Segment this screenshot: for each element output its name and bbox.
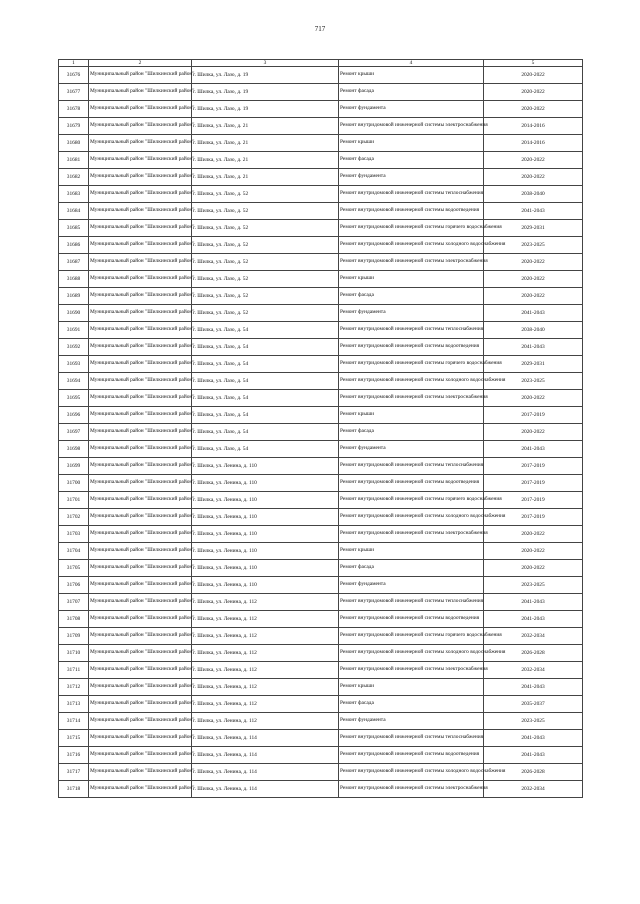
period-cell: 2041-2043 bbox=[484, 611, 583, 628]
column-header: 4 bbox=[339, 60, 484, 67]
address-cell: г. Шилка, ул. Лазо, д. 52 bbox=[192, 220, 339, 237]
row-number: 31691 bbox=[59, 322, 89, 339]
district-cell: Муниципальный район "Шилкинский район" bbox=[89, 356, 192, 373]
table-row bbox=[59, 509, 583, 526]
row-number: 31711 bbox=[59, 662, 89, 679]
table-row bbox=[59, 662, 583, 679]
table-row bbox=[59, 135, 583, 152]
table-header-row bbox=[59, 60, 583, 67]
work-type-cell: Ремонт крыши bbox=[339, 67, 484, 84]
period-cell: 2020-2022 bbox=[484, 271, 583, 288]
work-type-cell: Ремонт внутридомовой инженерной системы водоотведения bbox=[339, 339, 484, 356]
work-type-cell: Ремонт внутридомовой инженерной системы холодного водоснабжения bbox=[339, 237, 484, 254]
table-row bbox=[59, 288, 583, 305]
work-type-cell: Ремонт внутридомовой инженерной системы электроснабжения bbox=[339, 662, 484, 679]
period-cell: 2041-2043 bbox=[484, 339, 583, 356]
column-header: 1 bbox=[59, 60, 89, 67]
row-number: 31676 bbox=[59, 67, 89, 84]
repair-schedule-table bbox=[58, 59, 583, 798]
row-number: 31703 bbox=[59, 526, 89, 543]
period-cell: 2020-2022 bbox=[484, 424, 583, 441]
row-number: 31702 bbox=[59, 509, 89, 526]
table-row bbox=[59, 390, 583, 407]
table-row bbox=[59, 169, 583, 186]
period-cell: 2014-2016 bbox=[484, 118, 583, 135]
address-cell: г. Шилка, ул. Лазо, д. 52 bbox=[192, 186, 339, 203]
row-number: 31713 bbox=[59, 696, 89, 713]
district-cell: Муниципальный район "Шилкинский район" bbox=[89, 67, 192, 84]
work-type-cell: Ремонт внутридомовой инженерной системы горячего водоснабжения bbox=[339, 492, 484, 509]
address-cell: г. Шилка, ул. Ленина, д. 110 bbox=[192, 543, 339, 560]
work-type-cell: Ремонт внутридомовой инженерной системы водоотведения bbox=[339, 203, 484, 220]
work-type-cell: Ремонт внутридомовой инженерной системы теплоснабжения bbox=[339, 458, 484, 475]
address-cell: г. Шилка, ул. Ленина, д. 112 bbox=[192, 679, 339, 696]
table-row bbox=[59, 203, 583, 220]
table-row bbox=[59, 645, 583, 662]
period-cell: 2041-2043 bbox=[484, 747, 583, 764]
period-cell: 2020-2022 bbox=[484, 254, 583, 271]
row-number: 31709 bbox=[59, 628, 89, 645]
row-number: 31704 bbox=[59, 543, 89, 560]
work-type-cell: Ремонт внутридомовой инженерной системы теплоснабжения bbox=[339, 186, 484, 203]
address-cell: г. Шилка, ул. Лазо, д. 19 bbox=[192, 84, 339, 101]
address-cell: г. Шилка, ул. Ленина, д. 112 bbox=[192, 628, 339, 645]
row-number: 31682 bbox=[59, 169, 89, 186]
work-type-cell: Ремонт фасада bbox=[339, 560, 484, 577]
address-cell: г. Шилка, ул. Ленина, д. 112 bbox=[192, 696, 339, 713]
table-row bbox=[59, 373, 583, 390]
district-cell: Муниципальный район "Шилкинский район" bbox=[89, 101, 192, 118]
district-cell: Муниципальный район "Шилкинский район" bbox=[89, 203, 192, 220]
address-cell: г. Шилка, ул. Лазо, д. 21 bbox=[192, 135, 339, 152]
district-cell: Муниципальный район "Шилкинский район" bbox=[89, 373, 192, 390]
table-row bbox=[59, 271, 583, 288]
table-row bbox=[59, 713, 583, 730]
work-type-cell: Ремонт фасада bbox=[339, 288, 484, 305]
district-cell: Муниципальный район "Шилкинский район" bbox=[89, 475, 192, 492]
district-cell: Муниципальный район "Шилкинский район" bbox=[89, 339, 192, 356]
table-row bbox=[59, 237, 583, 254]
address-cell: г. Шилка, ул. Ленина, д. 110 bbox=[192, 475, 339, 492]
page-number: 717 bbox=[314, 25, 326, 33]
address-cell: г. Шилка, ул. Ленина, д. 112 bbox=[192, 713, 339, 730]
period-cell: 2017-2019 bbox=[484, 458, 583, 475]
address-cell: г. Шилка, ул. Лазо, д. 54 bbox=[192, 322, 339, 339]
period-cell: 2020-2022 bbox=[484, 101, 583, 118]
address-cell: г. Шилка, ул. Лазо, д. 21 bbox=[192, 169, 339, 186]
address-cell: г. Шилка, ул. Лазо, д. 54 bbox=[192, 339, 339, 356]
row-number: 31692 bbox=[59, 339, 89, 356]
period-cell: 2023-2025 bbox=[484, 713, 583, 730]
period-cell: 2041-2043 bbox=[484, 305, 583, 322]
row-number: 31697 bbox=[59, 424, 89, 441]
work-type-cell: Ремонт внутридомовой инженерной системы электроснабжения bbox=[339, 254, 484, 271]
table-row bbox=[59, 339, 583, 356]
period-cell: 2038-2040 bbox=[484, 186, 583, 203]
period-cell: 2029-2031 bbox=[484, 220, 583, 237]
row-number: 31708 bbox=[59, 611, 89, 628]
table-row bbox=[59, 118, 583, 135]
work-type-cell: Ремонт фасада bbox=[339, 424, 484, 441]
period-cell: 2020-2022 bbox=[484, 152, 583, 169]
table-row bbox=[59, 628, 583, 645]
address-cell: г. Шилка, ул. Лазо, д. 54 bbox=[192, 424, 339, 441]
period-cell: 2041-2043 bbox=[484, 203, 583, 220]
district-cell: Муниципальный район "Шилкинский район" bbox=[89, 526, 192, 543]
work-type-cell: Ремонт фундамента bbox=[339, 713, 484, 730]
address-cell: г. Шилка, ул. Ленина, д. 114 bbox=[192, 764, 339, 781]
table-row bbox=[59, 305, 583, 322]
row-number: 31694 bbox=[59, 373, 89, 390]
period-cell: 2020-2022 bbox=[484, 169, 583, 186]
row-number: 31678 bbox=[59, 101, 89, 118]
table-row bbox=[59, 220, 583, 237]
district-cell: Муниципальный район "Шилкинский район" bbox=[89, 390, 192, 407]
row-number: 31681 bbox=[59, 152, 89, 169]
row-number: 31715 bbox=[59, 730, 89, 747]
table-row bbox=[59, 475, 583, 492]
district-cell: Муниципальный район "Шилкинский район" bbox=[89, 220, 192, 237]
address-cell: г. Шилка, ул. Лазо, д. 54 bbox=[192, 373, 339, 390]
table-row bbox=[59, 594, 583, 611]
period-cell: 2029-2031 bbox=[484, 356, 583, 373]
district-cell: Муниципальный район "Шилкинский район" bbox=[89, 696, 192, 713]
table-row bbox=[59, 543, 583, 560]
table-row bbox=[59, 424, 583, 441]
period-cell: 2041-2043 bbox=[484, 594, 583, 611]
table-row bbox=[59, 152, 583, 169]
work-type-cell: Ремонт фундамента bbox=[339, 101, 484, 118]
period-cell: 2041-2043 bbox=[484, 730, 583, 747]
row-number: 31699 bbox=[59, 458, 89, 475]
district-cell: Муниципальный район "Шилкинский район" bbox=[89, 458, 192, 475]
address-cell: г. Шилка, ул. Лазо, д. 54 bbox=[192, 407, 339, 424]
row-number: 31683 bbox=[59, 186, 89, 203]
period-cell: 2014-2016 bbox=[484, 135, 583, 152]
work-type-cell: Ремонт внутридомовой инженерной системы водоотведения bbox=[339, 611, 484, 628]
period-cell: 2020-2022 bbox=[484, 67, 583, 84]
address-cell: г. Шилка, ул. Лазо, д. 52 bbox=[192, 288, 339, 305]
district-cell: Муниципальный район "Шилкинский район" bbox=[89, 594, 192, 611]
address-cell: г. Шилка, ул. Лазо, д. 52 bbox=[192, 254, 339, 271]
work-type-cell: Ремонт внутридомовой инженерной системы теплоснабжения bbox=[339, 730, 484, 747]
address-cell: г. Шилка, ул. Ленина, д. 112 bbox=[192, 611, 339, 628]
address-cell: г. Шилка, ул. Лазо, д. 19 bbox=[192, 101, 339, 118]
district-cell: Муниципальный район "Шилкинский район" bbox=[89, 764, 192, 781]
district-cell: Муниципальный район "Шилкинский район" bbox=[89, 577, 192, 594]
row-number: 31686 bbox=[59, 237, 89, 254]
work-type-cell: Ремонт внутридомовой инженерной системы электроснабжения bbox=[339, 526, 484, 543]
table-row bbox=[59, 679, 583, 696]
table-row bbox=[59, 322, 583, 339]
work-type-cell: Ремонт фундамента bbox=[339, 577, 484, 594]
district-cell: Муниципальный район "Шилкинский район" bbox=[89, 169, 192, 186]
table-row bbox=[59, 747, 583, 764]
address-cell: г. Шилка, ул. Лазо, д. 21 bbox=[192, 152, 339, 169]
address-cell: г. Шилка, ул. Лазо, д. 21 bbox=[192, 118, 339, 135]
work-type-cell: Ремонт крыши bbox=[339, 135, 484, 152]
table-row bbox=[59, 730, 583, 747]
work-type-cell: Ремонт внутридомовой инженерной системы электроснабжения bbox=[339, 390, 484, 407]
row-number: 31718 bbox=[59, 781, 89, 798]
district-cell: Муниципальный район "Шилкинский район" bbox=[89, 84, 192, 101]
work-type-cell: Ремонт фундамента bbox=[339, 305, 484, 322]
district-cell: Муниципальный район "Шилкинский район" bbox=[89, 441, 192, 458]
address-cell: г. Шилка, ул. Ленина, д. 114 bbox=[192, 747, 339, 764]
district-cell: Муниципальный район "Шилкинский район" bbox=[89, 322, 192, 339]
period-cell: 2026-2028 bbox=[484, 645, 583, 662]
work-type-cell: Ремонт внутридомовой инженерной системы горячего водоснабжения bbox=[339, 628, 484, 645]
row-number: 31710 bbox=[59, 645, 89, 662]
address-cell: г. Шилка, ул. Ленина, д. 112 bbox=[192, 662, 339, 679]
district-cell: Муниципальный район "Шилкинский район" bbox=[89, 407, 192, 424]
work-type-cell: Ремонт внутридомовой инженерной системы электроснабжения bbox=[339, 118, 484, 135]
period-cell: 2041-2043 bbox=[484, 679, 583, 696]
period-cell: 2020-2022 bbox=[484, 84, 583, 101]
address-cell: г. Шилка, ул. Ленина, д. 112 bbox=[192, 594, 339, 611]
row-number: 31695 bbox=[59, 390, 89, 407]
row-number: 31696 bbox=[59, 407, 89, 424]
table-row bbox=[59, 781, 583, 798]
work-type-cell: Ремонт внутридомовой инженерной системы горячего водоснабжения bbox=[339, 220, 484, 237]
work-type-cell: Ремонт фундамента bbox=[339, 441, 484, 458]
row-number: 31717 bbox=[59, 764, 89, 781]
work-type-cell: Ремонт фасада bbox=[339, 696, 484, 713]
address-cell: г. Шилка, ул. Ленина, д. 110 bbox=[192, 509, 339, 526]
period-cell: 2020-2022 bbox=[484, 526, 583, 543]
period-cell: 2020-2022 bbox=[484, 560, 583, 577]
work-type-cell: Ремонт внутридомовой инженерной системы горячего водоснабжения bbox=[339, 356, 484, 373]
row-number: 31687 bbox=[59, 254, 89, 271]
address-cell: г. Шилка, ул. Лазо, д. 54 bbox=[192, 390, 339, 407]
period-cell: 2032-2034 bbox=[484, 662, 583, 679]
period-cell: 2041-2043 bbox=[484, 441, 583, 458]
row-number: 31677 bbox=[59, 84, 89, 101]
address-cell: г. Шилка, ул. Ленина, д. 110 bbox=[192, 577, 339, 594]
period-cell: 2017-2019 bbox=[484, 509, 583, 526]
district-cell: Муниципальный район "Шилкинский район" bbox=[89, 152, 192, 169]
row-number: 31693 bbox=[59, 356, 89, 373]
district-cell: Муниципальный район "Шилкинский район" bbox=[89, 271, 192, 288]
row-number: 31679 bbox=[59, 118, 89, 135]
table-row bbox=[59, 696, 583, 713]
address-cell: г. Шилка, ул. Ленина, д. 110 bbox=[192, 526, 339, 543]
table-row bbox=[59, 101, 583, 118]
table-row bbox=[59, 84, 583, 101]
address-cell: г. Шилка, ул. Ленина, д. 110 bbox=[192, 458, 339, 475]
district-cell: Муниципальный район "Шилкинский район" bbox=[89, 781, 192, 798]
table-row bbox=[59, 186, 583, 203]
row-number: 31714 bbox=[59, 713, 89, 730]
table-row bbox=[59, 611, 583, 628]
table-row bbox=[59, 577, 583, 594]
period-cell: 2035-2037 bbox=[484, 696, 583, 713]
period-cell: 2023-2025 bbox=[484, 577, 583, 594]
table-row bbox=[59, 356, 583, 373]
column-header: 2 bbox=[89, 60, 192, 67]
period-cell: 2017-2019 bbox=[484, 475, 583, 492]
district-cell: Муниципальный район "Шилкинский район" bbox=[89, 611, 192, 628]
district-cell: Муниципальный район "Шилкинский район" bbox=[89, 135, 192, 152]
address-cell: г. Шилка, ул. Лазо, д. 52 bbox=[192, 305, 339, 322]
row-number: 31685 bbox=[59, 220, 89, 237]
row-number: 31706 bbox=[59, 577, 89, 594]
row-number: 31680 bbox=[59, 135, 89, 152]
table-row bbox=[59, 441, 583, 458]
work-type-cell: Ремонт крыши bbox=[339, 543, 484, 560]
period-cell: 2020-2022 bbox=[484, 288, 583, 305]
row-number: 31690 bbox=[59, 305, 89, 322]
table-row bbox=[59, 764, 583, 781]
district-cell: Муниципальный район "Шилкинский район" bbox=[89, 628, 192, 645]
district-cell: Муниципальный район "Шилкинский район" bbox=[89, 662, 192, 679]
table-row bbox=[59, 492, 583, 509]
period-cell: 2023-2025 bbox=[484, 237, 583, 254]
period-cell: 2026-2028 bbox=[484, 764, 583, 781]
row-number: 31705 bbox=[59, 560, 89, 577]
address-cell: г. Шилка, ул. Лазо, д. 54 bbox=[192, 356, 339, 373]
work-type-cell: Ремонт внутридомовой инженерной системы водоотведения bbox=[339, 475, 484, 492]
period-cell: 2038-2040 bbox=[484, 322, 583, 339]
period-cell: 2020-2022 bbox=[484, 543, 583, 560]
period-cell: 2017-2019 bbox=[484, 492, 583, 509]
row-number: 31698 bbox=[59, 441, 89, 458]
district-cell: Муниципальный район "Шилкинский район" bbox=[89, 492, 192, 509]
district-cell: Муниципальный район "Шилкинский район" bbox=[89, 747, 192, 764]
table-row bbox=[59, 254, 583, 271]
work-type-cell: Ремонт внутридомовой инженерной системы холодного водоснабжения bbox=[339, 645, 484, 662]
row-number: 31688 bbox=[59, 271, 89, 288]
period-cell: 2017-2019 bbox=[484, 407, 583, 424]
row-number: 31684 bbox=[59, 203, 89, 220]
table-row bbox=[59, 407, 583, 424]
district-cell: Муниципальный район "Шилкинский район" bbox=[89, 560, 192, 577]
work-type-cell: Ремонт внутридомовой инженерной системы водоотведения bbox=[339, 747, 484, 764]
row-number: 31701 bbox=[59, 492, 89, 509]
address-cell: г. Шилка, ул. Ленина, д. 114 bbox=[192, 730, 339, 747]
work-type-cell: Ремонт крыши bbox=[339, 407, 484, 424]
table-row bbox=[59, 67, 583, 84]
address-cell: г. Шилка, ул. Лазо, д. 19 bbox=[192, 67, 339, 84]
work-type-cell: Ремонт внутридомовой инженерной системы холодного водоснабжения bbox=[339, 373, 484, 390]
district-cell: Муниципальный район "Шилкинский район" bbox=[89, 645, 192, 662]
work-type-cell: Ремонт внутридомовой инженерной системы теплоснабжения bbox=[339, 594, 484, 611]
district-cell: Муниципальный район "Шилкинский район" bbox=[89, 679, 192, 696]
row-number: 31712 bbox=[59, 679, 89, 696]
table-row bbox=[59, 526, 583, 543]
address-cell: г. Шилка, ул. Ленина, д. 114 bbox=[192, 781, 339, 798]
row-number: 31716 bbox=[59, 747, 89, 764]
work-type-cell: Ремонт внутридомовой инженерной системы холодного водоснабжения bbox=[339, 764, 484, 781]
address-cell: г. Шилка, ул. Ленина, д. 112 bbox=[192, 645, 339, 662]
column-header: 3 bbox=[192, 60, 339, 67]
period-cell: 2023-2025 bbox=[484, 373, 583, 390]
work-type-cell: Ремонт фасада bbox=[339, 152, 484, 169]
address-cell: г. Шилка, ул. Лазо, д. 52 bbox=[192, 271, 339, 288]
table-row bbox=[59, 458, 583, 475]
table-row bbox=[59, 560, 583, 577]
period-cell: 2032-2034 bbox=[484, 781, 583, 798]
work-type-cell: Ремонт внутридомовой инженерной системы теплоснабжения bbox=[339, 322, 484, 339]
row-number: 31689 bbox=[59, 288, 89, 305]
district-cell: Муниципальный район "Шилкинский район" bbox=[89, 424, 192, 441]
district-cell: Муниципальный район "Шилкинский район" bbox=[89, 118, 192, 135]
address-cell: г. Шилка, ул. Лазо, д. 52 bbox=[192, 203, 339, 220]
district-cell: Муниципальный район "Шилкинский район" bbox=[89, 288, 192, 305]
table-body bbox=[59, 67, 583, 798]
work-type-cell: Ремонт внутридомовой инженерной системы электроснабжения bbox=[339, 781, 484, 798]
work-type-cell: Ремонт крыши bbox=[339, 679, 484, 696]
district-cell: Муниципальный район "Шилкинский район" bbox=[89, 186, 192, 203]
work-type-cell: Ремонт фасада bbox=[339, 84, 484, 101]
district-cell: Муниципальный район "Шилкинский район" bbox=[89, 543, 192, 560]
work-type-cell: Ремонт внутридомовой инженерной системы холодного водоснабжения bbox=[339, 509, 484, 526]
column-header: 5 bbox=[484, 60, 583, 67]
district-cell: Муниципальный район "Шилкинский район" bbox=[89, 237, 192, 254]
district-cell: Муниципальный район "Шилкинский район" bbox=[89, 305, 192, 322]
work-type-cell: Ремонт крыши bbox=[339, 271, 484, 288]
row-number: 31707 bbox=[59, 594, 89, 611]
work-type-cell: Ремонт фундамента bbox=[339, 169, 484, 186]
period-cell: 2020-2022 bbox=[484, 390, 583, 407]
district-cell: Муниципальный район "Шилкинский район" bbox=[89, 254, 192, 271]
address-cell: г. Шилка, ул. Ленина, д. 110 bbox=[192, 492, 339, 509]
address-cell: г. Шилка, ул. Ленина, д. 110 bbox=[192, 560, 339, 577]
address-cell: г. Шилка, ул. Лазо, д. 54 bbox=[192, 441, 339, 458]
period-cell: 2032-2034 bbox=[484, 628, 583, 645]
district-cell: Муниципальный район "Шилкинский район" bbox=[89, 713, 192, 730]
address-cell: г. Шилка, ул. Лазо, д. 52 bbox=[192, 237, 339, 254]
district-cell: Муниципальный район "Шилкинский район" bbox=[89, 730, 192, 747]
district-cell: Муниципальный район "Шилкинский район" bbox=[89, 509, 192, 526]
row-number: 31700 bbox=[59, 475, 89, 492]
